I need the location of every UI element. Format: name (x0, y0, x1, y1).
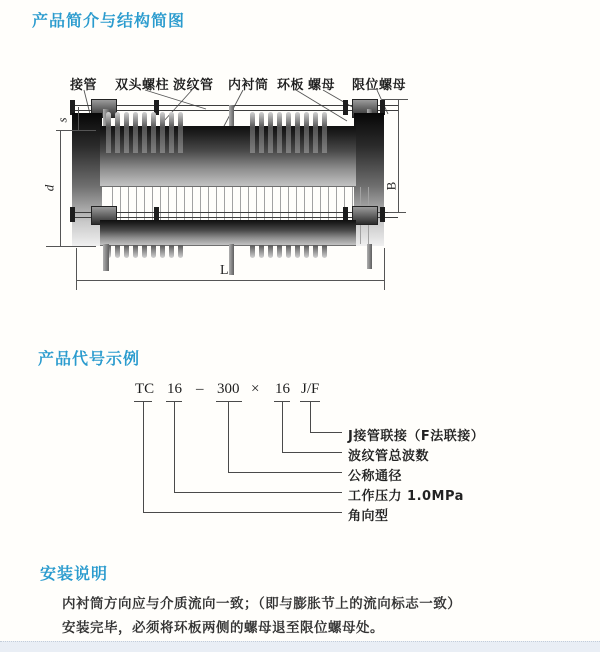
limit-nut-icon (380, 207, 385, 222)
part-label-nut: 螺母 (308, 78, 336, 93)
callout-line (228, 472, 342, 473)
code-segment-diameter: 300 (217, 381, 240, 397)
rod-nut-icon (343, 100, 348, 115)
section-title-install: 安装说明 (40, 564, 109, 583)
bellows-convolutions-bottom-left (106, 245, 183, 258)
bellows-crown-stripes (250, 127, 327, 153)
dim-line-l (76, 280, 384, 281)
dim-tick (76, 248, 77, 290)
section-title-product-intro: 产品简介与结构简图 (32, 11, 186, 30)
callout-line (174, 492, 342, 493)
rod-nut-icon (70, 207, 75, 222)
pipe-end-cap-left (72, 113, 102, 246)
dim-line-d (60, 130, 61, 246)
dim-tick (56, 130, 96, 131)
callout-nominal-diameter: 公称通径 (348, 469, 403, 484)
part-label-double-stud: 双头螺柱 (115, 78, 170, 93)
callout-line (143, 512, 342, 513)
stud-bar (103, 244, 109, 271)
callout-line (310, 432, 342, 433)
dim-label-b: B (383, 181, 399, 191)
part-label-limit-nut: 限位螺母 (352, 78, 407, 93)
callout-line (282, 452, 342, 453)
part-label-inner-liner: 内衬筒 (228, 78, 269, 93)
callout-connection-type: J接管联接（F法联接） (348, 429, 485, 444)
part-label-bellows: 波纹管 (173, 78, 214, 93)
dim-tick (384, 248, 385, 290)
bellows-convolutions-bottom-right (250, 245, 327, 258)
code-segment-dash: – (196, 381, 204, 397)
code-segment-times: × (251, 381, 260, 397)
code-segment-waves: 16 (275, 381, 290, 397)
dim-label-d: d (41, 184, 57, 192)
callout-line (310, 402, 311, 432)
stud-bar (367, 244, 372, 269)
page-footer-strip (0, 641, 600, 652)
code-segment-connection: J/F (301, 381, 320, 397)
dim-line-b (398, 99, 399, 212)
install-note-line: 安装完毕，必须将环板两侧的螺母退至限位螺母处。 (62, 620, 384, 636)
bellows-convolutions-top-right (250, 112, 327, 127)
callout-line (228, 402, 229, 472)
bellows-crown-stripes (106, 127, 183, 153)
bellows-body-bottom (100, 220, 356, 246)
callout-wave-count: 波纹管总波数 (348, 449, 430, 464)
part-label-ring-plate: 环板 (277, 78, 305, 93)
part-label-connecting-pipe: 接管 (70, 78, 98, 93)
callout-line (143, 402, 144, 512)
dim-tick (388, 212, 406, 213)
tie-rod-top (72, 105, 398, 111)
install-note-line: 内衬筒方向应与介质流向一致；（即与膨胀节上的流向标志一致） (62, 596, 462, 612)
callout-angular-type: 角向型 (348, 509, 389, 524)
stud-bar (229, 244, 234, 275)
dim-tick (382, 99, 408, 100)
dim-line-s (78, 107, 79, 131)
callout-line (174, 402, 175, 492)
callout-line (282, 402, 283, 452)
code-segment-pressure: 16 (167, 381, 182, 397)
dim-tick (46, 246, 96, 247)
tie-rod-bottom (72, 212, 398, 218)
code-segment-type: TC (135, 381, 155, 397)
bellows-convolutions-top-left (106, 112, 183, 127)
dim-label-l: L (220, 263, 229, 278)
code-tick (216, 401, 242, 402)
dim-label-s: s (54, 117, 70, 123)
section-title-code-example: 产品代号示例 (38, 349, 141, 368)
callout-working-pressure: 工作压力 1.0MPa (348, 489, 464, 504)
